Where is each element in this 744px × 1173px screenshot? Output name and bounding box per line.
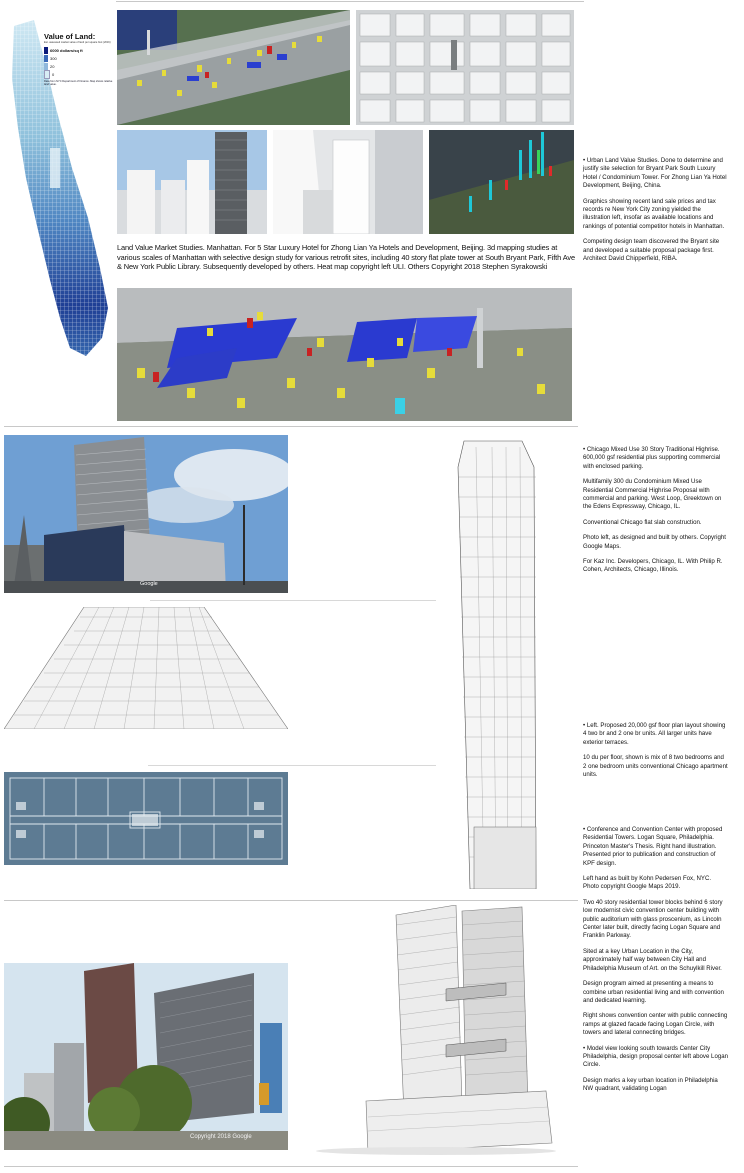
legend-label: 20 [50,63,55,69]
photo-divider [150,600,438,601]
photo-copyright: Copyright 2018 Google [190,1134,252,1140]
note-paragraph: Design program aimed at presenting a means to combine urban residential living and with convention and dedicated learning. [583,980,724,1004]
note-paragraph: Left hand as built by Kohn Pedersen Fox, NYC. Photo copyright Google Maps 2019. [583,875,712,891]
section1-caption: Land Value Market Studies. Manhattan. For 5 Star Luxury Hotel for Zhong Lian Ya Hotels and Development, Beijing. 3d mapping studies at various scales of Manhattan with selective design study for various retrofit sites, including 40 story flat plate tower at South Bryant Park, Fifth Ave & New York Public Library. Subsequently developed by others. Heat map copyright left ULI. Others Copyright 2018 Stephen Syrakowski [117,243,575,272]
top-rule [116,1,584,2]
tower-rendering-1 [117,130,267,234]
tower-wireframe-elevation [436,437,554,889]
aerial-3d-manhattan-model [117,10,350,125]
note-paragraph: Multifamily 300 du Condominium Mixed Use Residential Commercial Highrise Proposal with commercial and parking. West Loop, Greektown on the Edens Expressway, Chicago, IL. [583,478,722,511]
note-paragraph: • Conference and Convention Center with proposed Residential Towers. Logan Square, Philadelphia. Princeton Master's Thesis. Right hand illustration. Presented prior to publication and construction of KPF design. [583,826,723,867]
note-paragraph: Photo left, as designed and built by others. Copyright Google Maps. [583,534,726,550]
section-divider [4,900,578,901]
note-paragraph: Graphics showing recent land sale prices and tax records re New York City zoning yielded the illustration left, insofar as available locations and rankings of potential competitor hotels in Manhattan. [583,197,725,230]
towers-model-rendering [296,905,576,1155]
legend-label: 6000 dollars/sq ft [50,47,83,53]
plan-divider [148,765,438,766]
section2-notes [583,446,728,582]
tower-wireframe-perspective [4,607,288,729]
legend-row [44,46,116,54]
legend-notes: Data from NYC Department of Finance. Map shows relative land value. [44,80,113,87]
legend-scale [44,46,116,78]
legend-row [44,70,116,78]
tower-rendering-2 [273,130,423,234]
google-watermark: Google [140,581,158,587]
note-paragraph: Sited at a key Urban Location in the City, approximately half way between City Hall and Philadelphia Museum of Art. on the Schuylkill River. [583,947,722,972]
note-paragraph: • Urban Land Value Studies. Done to determine and justify site selection for Bryant Park South Luxury Hotel / Condominium Tower. For Zhong Lian Ya Hotel Development, Beijing, China. [583,157,727,190]
section2-plan-notes [583,722,728,786]
note-paragraph: • Chicago Mixed Use 30 Story Traditional Highrise. 600,000 gsf residential plus supporting commercial with enclosed parking. [583,446,721,470]
note-paragraph: Conventional Chicago flat slab construction. [583,518,702,526]
note-paragraph: Right shows convention center with public connecting ramps at glazed facade facing Logan Circle, with towers and lateral connecting bridges. [583,1012,728,1037]
note-paragraph: • Left. Proposed 20,000 gsf floor plan layout showing 4 two br and 2 one br units. All larger units have exterior terraces. [583,722,726,746]
map-legend [44,32,116,87]
wide-aerial-heat-model [117,288,572,421]
note-paragraph: Competing design team discovered the Bryant site and developed a suitable proposal package first. Architect David Chipperfield, RIBA. [583,238,720,263]
legend-label: 0 [52,71,55,77]
legend-title: Value of Land: [44,32,96,41]
section-divider [4,426,578,427]
note-paragraph: Two 40 story residential tower blocks behind 6 story low modernist civic convention center building with public auditorium with glass proscenium, as Lincoln Center later built, directly facing Logan Square and Franklin Parkway. [583,898,723,940]
section1-notes [583,157,728,270]
chicago-street-photo [4,435,288,593]
legend-subtitle: Est. assessed market value of land per square foot (2016) [44,41,111,44]
section3-notes [583,826,728,1101]
bar-height-3d-map [429,130,574,234]
philadelphia-street-photo [4,963,288,1150]
typical-floor-plan [4,772,288,865]
note-paragraph: • Model view looking south towards Center City Philadelphia, design proposal center left above Logan Circle. [583,1044,729,1069]
bottom-rule [4,1166,578,1167]
note-paragraph: For Kaz Inc. Developers, Chicago, IL. With Philip R. Cohen, Architects, Chicago, Illinois. [583,558,723,574]
block-massing-model [356,10,574,125]
note-paragraph: 10 du per floor, shown is mix of 8 two bedrooms and 2 one bedroom units conventional Chicago apartment units. [583,754,728,779]
legend-label: 300 [50,55,57,61]
legend-row [44,54,116,62]
legend-row [44,62,116,70]
note-paragraph: Design marks a key urban location in Philadelphia NW quadrant, validating Logan [583,1076,718,1093]
